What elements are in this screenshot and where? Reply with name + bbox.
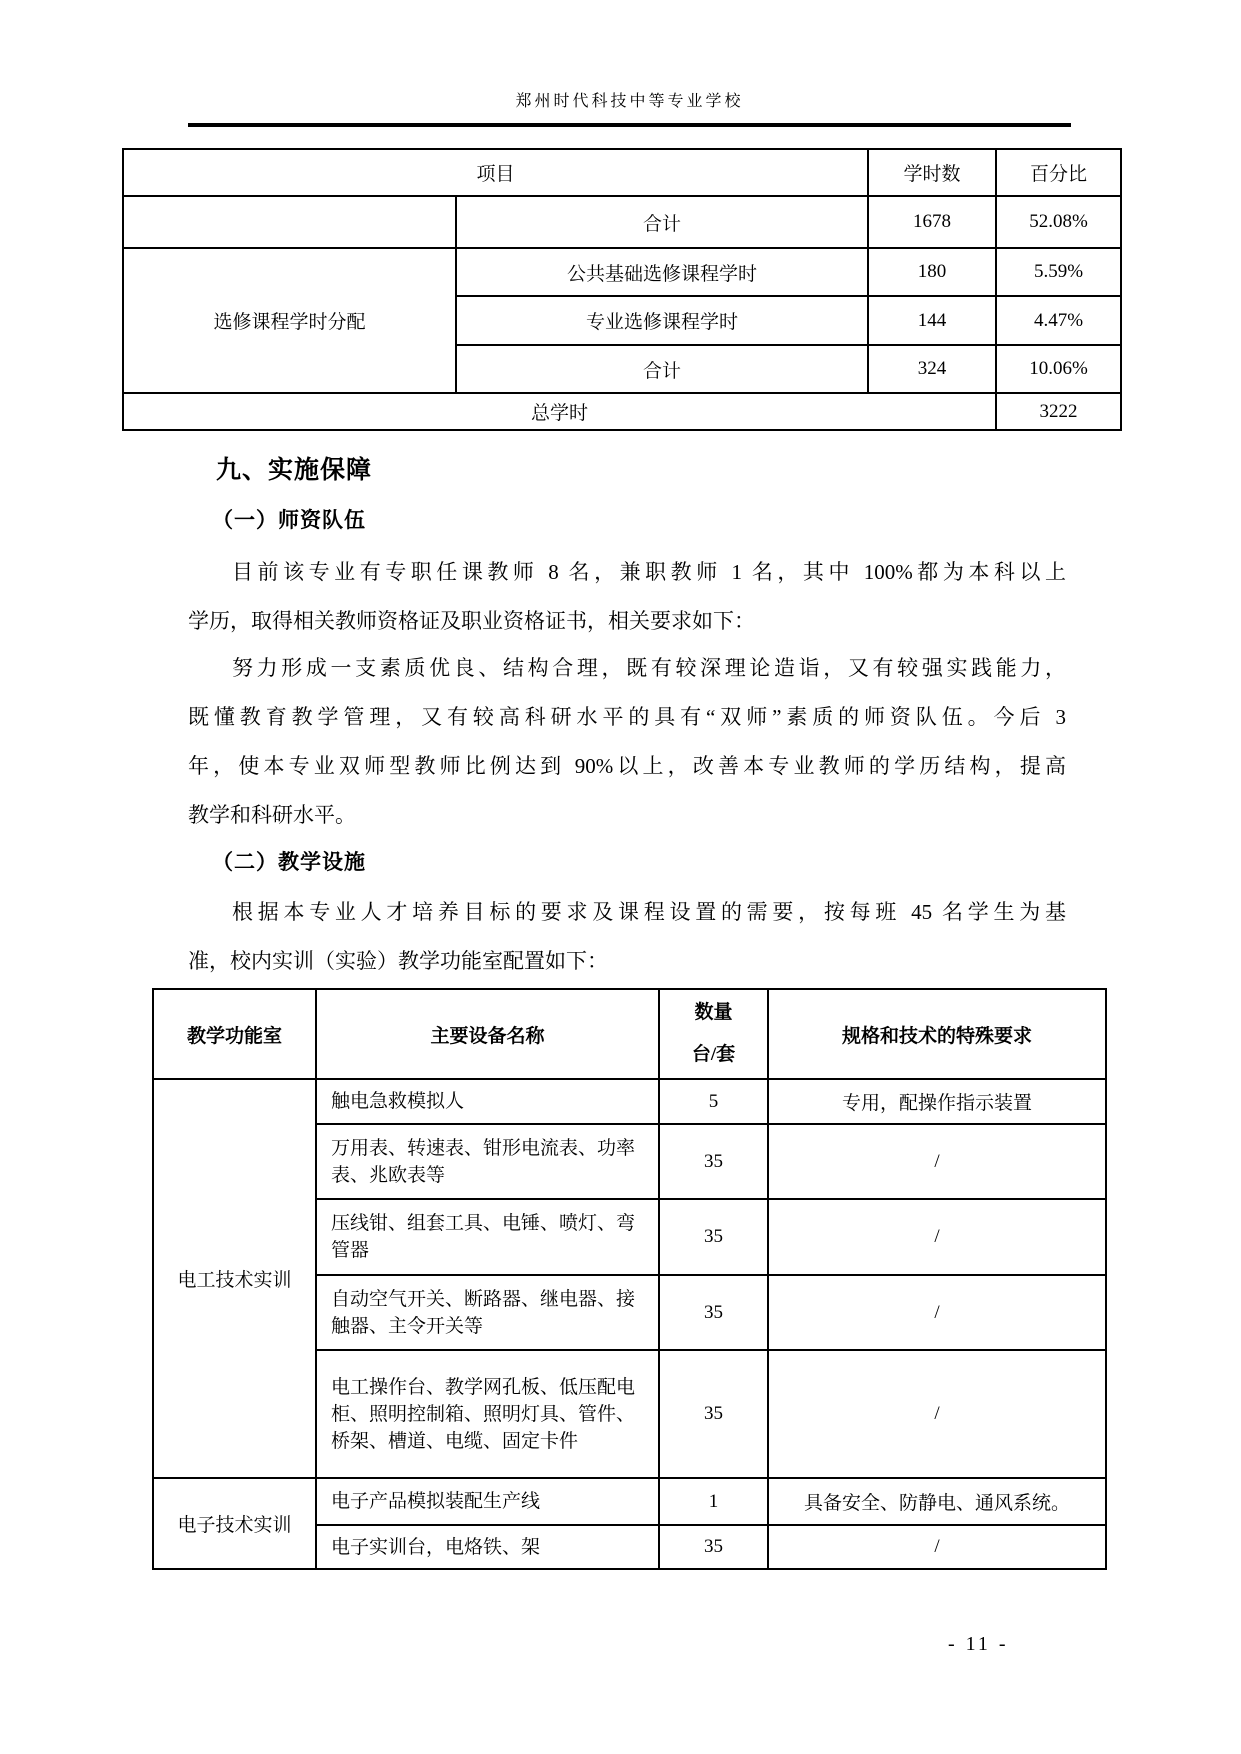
group-cell-electrician-training: 电工技术实训 (153, 1079, 316, 1478)
hours-cell: 324 (868, 345, 996, 393)
group-cell-electives: 选修课程学时分配 (123, 248, 456, 393)
paragraph-line: 努力形成一支素质优良、结构合理，既有较深理论造诣，又有较强实践能力， (232, 656, 1066, 680)
quantity-label-line1: 数量 (694, 1002, 733, 1023)
percent-cell: 10.06% (996, 345, 1121, 393)
spec-cell: / (768, 1199, 1106, 1275)
item-cell: 合计 (456, 196, 868, 248)
spec-cell: / (768, 1350, 1106, 1478)
table-row (123, 196, 1121, 248)
header-divider-line (188, 123, 1071, 127)
paragraph-facilities-intro (188, 888, 1066, 986)
quantity-cell: 1 (659, 1478, 768, 1525)
equipment-cell: 电子实训台，电烙铁、架 (316, 1525, 659, 1569)
page-header-school-name: 郑州时代科技中等专业学校 (515, 93, 744, 110)
item-cell: 合计 (456, 345, 868, 393)
header-cell-room: 教学功能室 (153, 989, 316, 1079)
total-value-cell: 3222 (996, 393, 1121, 430)
total-label-cell: 总学时 (123, 393, 996, 430)
table-row (123, 393, 1121, 430)
table-row (153, 1079, 1106, 1124)
equipment-cell: 自动空气开关、断路器、继电器、接触器、主令开关等 (316, 1275, 659, 1350)
paragraph-line: 根据本专业人才培养目标的要求及课程设置的需要，按每班 45 名学生为基 (232, 900, 1066, 924)
header-cell-project: 项目 (123, 149, 868, 196)
facility-table (152, 988, 1107, 1570)
equipment-cell: 触电急救模拟人 (316, 1079, 659, 1124)
section-heading: 九、实施保障 (216, 457, 373, 484)
paragraph-line: 年，使本专业双师型教师比例达到 90%以上，改善本专业教师的学历结构，提高 (188, 754, 1066, 778)
quantity-cell: 35 (659, 1124, 768, 1199)
quantity-cell: 5 (659, 1079, 768, 1124)
empty-cell (123, 196, 456, 248)
item-cell: 公共基础选修课程学时 (456, 248, 868, 296)
quantity-cell: 35 (659, 1350, 768, 1478)
table-header-row (153, 989, 1106, 1079)
paragraph-teachers-goal (188, 644, 1066, 840)
equipment-cell: 电子产品模拟装配生产线 (316, 1478, 659, 1525)
table-row (153, 1478, 1106, 1525)
spec-cell: / (768, 1124, 1106, 1199)
equipment-cell: 电工操作台、教学网孔板、低压配电柜、照明控制箱、照明灯具、管件、桥架、槽道、电缆、固定卡件 (316, 1350, 659, 1478)
quantity-label-line2: 台/套 (691, 1044, 736, 1065)
percent-cell: 4.47% (996, 296, 1121, 345)
subsection-title-facilities: （二）教学设施 (212, 850, 366, 874)
header-cell-quantity (659, 989, 768, 1079)
percent-cell: 52.08% (996, 196, 1121, 248)
table-row (123, 248, 1121, 296)
header-cell-hours: 学时数 (868, 149, 996, 196)
header-cell-percent: 百分比 (996, 149, 1121, 196)
equipment-cell: 万用表、转速表、钳形电流表、功率表、兆欧表等 (316, 1124, 659, 1199)
spec-cell: / (768, 1525, 1106, 1569)
equipment-cell: 压线钳、组套工具、电锤、喷灯、弯管器 (316, 1199, 659, 1275)
paragraph-teachers-intro (188, 548, 1066, 646)
subsection-title-teachers: （一）师资队伍 (212, 508, 366, 532)
quantity-cell: 35 (659, 1199, 768, 1275)
group-cell-electronics-training: 电子技术实训 (153, 1478, 316, 1569)
paragraph-line: 教学和科研水平。 (188, 803, 356, 827)
quantity-cell: 35 (659, 1525, 768, 1569)
hours-cell: 144 (868, 296, 996, 345)
hours-cell: 1678 (868, 196, 996, 248)
spec-cell: / (768, 1275, 1106, 1350)
quantity-cell: 35 (659, 1275, 768, 1350)
paragraph-line: 准，校内实训（实验）教学功能室配置如下： (188, 949, 608, 973)
spec-cell: 具备安全、防静电、通风系统。 (768, 1478, 1106, 1525)
spec-cell: 专用，配操作指示装置 (768, 1079, 1106, 1124)
paragraph-line: 既懂教育教学管理，又有较高科研水平的具有“双师”素质的师资队伍。今后 3 (188, 705, 1066, 729)
percent-cell: 5.59% (996, 248, 1121, 296)
header-cell-equipment: 主要设备名称 (316, 989, 659, 1079)
hours-cell: 180 (868, 248, 996, 296)
header-cell-spec: 规格和技术的特殊要求 (768, 989, 1106, 1079)
page-number: - 11 - (948, 1633, 1009, 1655)
paragraph-line: 目前该专业有专职任课教师 8 名，兼职教师 1 名，其中 100%都为本科以上 (232, 560, 1066, 584)
hours-allocation-table (122, 148, 1122, 431)
table-row (123, 149, 1121, 196)
paragraph-line: 学历，取得相关教师资格证及职业资格证书，相关要求如下： (188, 609, 755, 633)
item-cell: 专业选修课程学时 (456, 296, 868, 345)
